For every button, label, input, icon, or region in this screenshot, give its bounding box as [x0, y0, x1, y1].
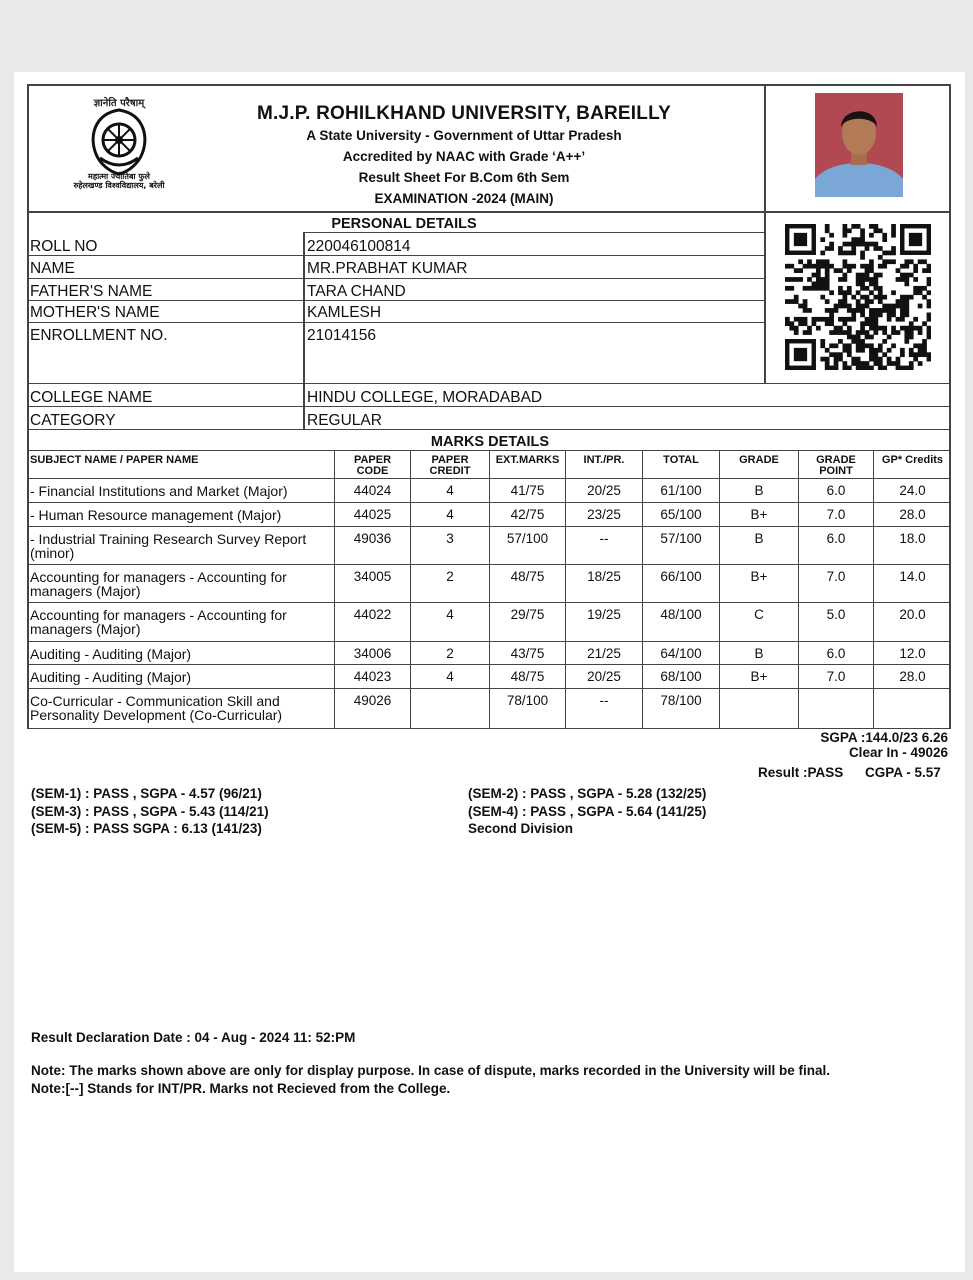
- marks-bottom-line: [27, 728, 951, 729]
- th-paper-credit-l2: CREDIT: [429, 465, 471, 477]
- cell-credit: 4: [446, 607, 454, 622]
- cell-gp: 7.0: [826, 507, 846, 522]
- row-divider: [27, 602, 951, 603]
- subject-line-1: Auditing - Auditing (Major): [30, 669, 192, 685]
- cell-ext: 43/75: [510, 646, 545, 661]
- th-grade-point-l2: POINT: [819, 465, 853, 477]
- th-grade: GRADE: [739, 454, 779, 466]
- examination-title: EXAMINATION -2024 (MAIN): [374, 191, 554, 206]
- subject-name: [30, 608, 330, 636]
- logo-caption: [54, 172, 184, 190]
- th-grade-point-l1: GRADE: [816, 454, 856, 466]
- division: Second Division: [468, 821, 574, 836]
- th-subject: SUBJECT NAME / PAPER NAME: [30, 454, 199, 466]
- cell-ext: 41/75: [510, 483, 545, 498]
- value-fathers-name: TARA CHAND: [307, 283, 406, 300]
- result-sheet-title: Result Sheet For B.Com 6th Sem: [358, 170, 570, 185]
- cell-gp: 7.0: [826, 569, 846, 584]
- th-paper-code-l2: CODE: [356, 465, 389, 477]
- row-line-5: [27, 383, 951, 384]
- cell-int: --: [599, 693, 609, 708]
- th-paper-credit-l1: PAPER: [431, 454, 469, 466]
- header-bottom-line: [27, 211, 951, 213]
- th-total: TOTAL: [663, 454, 699, 466]
- row-divider: [27, 688, 951, 689]
- university-name: M.J.P. ROHILKHAND UNIVERSITY, BAREILLY: [256, 103, 672, 124]
- subject-line-2: managers (Major): [30, 621, 141, 637]
- cell-gp: 5.0: [826, 607, 846, 622]
- cell-grade: C: [754, 607, 764, 622]
- cell-ext: 57/100: [506, 531, 549, 546]
- th-paper-code: [335, 455, 410, 477]
- cell-gpc: 14.0: [899, 569, 926, 584]
- row-line-4: [27, 322, 766, 323]
- cgpa: CGPA - 5.57: [865, 765, 941, 780]
- cell-grade: B+: [750, 569, 768, 584]
- th-int-pr: INT./PR.: [583, 454, 625, 466]
- row-divider: [27, 664, 951, 665]
- cell-total: 78/100: [660, 693, 702, 708]
- label-name: NAME: [30, 260, 75, 277]
- logo-caption-line2: रुहेलखण्ड विश्वविद्यालय, बरेली: [73, 181, 165, 190]
- subject-line-1: Co-Curricular - Communication Skill and: [30, 693, 280, 709]
- subject-line-1: Accounting for managers - Accounting for: [30, 569, 287, 585]
- marks-details-title: MARKS DETAILS: [430, 434, 550, 450]
- cell-gp: 6.0: [826, 483, 846, 498]
- label-fathers-name: FATHER'S NAME: [30, 283, 153, 300]
- cell-gp: 6.0: [826, 646, 846, 661]
- semester-summary-right: [468, 785, 706, 838]
- cell-int: 19/25: [587, 607, 621, 622]
- cell-ext: 29/75: [510, 607, 545, 622]
- cell-ext: 48/75: [510, 669, 545, 684]
- label-category: CATEGORY: [30, 412, 116, 429]
- student-photo: [815, 93, 903, 197]
- value-roll-no: 220046100814: [307, 238, 411, 255]
- row-divider: [27, 502, 951, 503]
- cell-code: 49026: [353, 693, 392, 708]
- th-ext-marks: EXT.MARKS: [495, 454, 560, 466]
- subject-name: [30, 647, 330, 661]
- subject-name: [30, 484, 330, 498]
- subject-line-2: managers (Major): [30, 583, 141, 599]
- th-paper-credit: [411, 455, 489, 477]
- cell-gp: 7.0: [826, 669, 846, 684]
- logo-caption-line1: महात्मा ज्योतिबा फुले: [88, 172, 150, 181]
- cell-grade: B+: [750, 669, 768, 684]
- cell-int: --: [599, 531, 609, 546]
- value-enrollment-no: 21014156: [307, 327, 376, 344]
- cell-total: 48/100: [660, 607, 702, 622]
- subject-line-1: - Financial Institutions and Market (Major): [30, 483, 288, 499]
- label-mothers-name: MOTHER'S NAME: [30, 304, 160, 321]
- sem4-result: (SEM-4) : PASS , SGPA - 5.64 (141/25): [468, 803, 707, 819]
- sem2-result: (SEM-2) : PASS , SGPA - 5.28 (132/25): [468, 786, 707, 801]
- cell-grade: B: [754, 646, 764, 661]
- university-subtitle: A State University - Government of Uttar Pradesh: [306, 128, 622, 143]
- cell-total: 68/100: [660, 669, 702, 684]
- subject-name: [30, 532, 330, 560]
- value-mothers-name: KAMLESH: [307, 304, 382, 321]
- cell-credit: 4: [446, 483, 454, 498]
- result-sheet: [14, 72, 965, 1272]
- label-college-name: COLLEGE NAME: [30, 389, 153, 406]
- cell-total: 64/100: [660, 646, 702, 661]
- cell-code: 34006: [353, 646, 392, 661]
- subject-line-1: Auditing - Auditing (Major): [30, 646, 192, 662]
- semester-summary-left: [31, 785, 269, 838]
- label-enrollment-no: ENROLLMENT NO.: [30, 327, 168, 344]
- cell-gpc: 20.0: [899, 607, 926, 622]
- cell-total: 57/100: [660, 531, 702, 546]
- th-gp-credits: GP* Credits: [881, 454, 944, 466]
- result-declaration-date: Result Declaration Date : 04 - Aug - 2024 11: 52:PM: [31, 1030, 356, 1045]
- value-college-name: HINDU COLLEGE, MORADABAD: [307, 389, 543, 406]
- cell-int: 23/25: [587, 507, 621, 522]
- cell-gpc: 18.0: [899, 531, 926, 546]
- row-divider: [27, 641, 951, 642]
- cell-grade: B+: [750, 507, 768, 522]
- cell-ext: 48/75: [510, 569, 545, 584]
- cell-grade: B: [754, 483, 764, 498]
- cell-gp: 6.0: [826, 531, 846, 546]
- note-display-purpose: Note: The marks shown above are only for display purpose. In case of dispute, marks recorded in the University will be final.: [31, 1063, 830, 1078]
- cell-int: 18/25: [587, 569, 621, 584]
- cell-grade: B: [754, 531, 764, 546]
- subject-name: [30, 670, 330, 684]
- cell-total: 66/100: [660, 569, 702, 584]
- subject-line-2: (minor): [30, 545, 75, 561]
- row-divider: [27, 526, 951, 527]
- value-category: REGULAR: [307, 412, 382, 429]
- personal-value-divider: [303, 232, 305, 429]
- personal-details-title: PERSONAL DETAILS: [331, 216, 477, 232]
- personal-header-line: [303, 232, 766, 233]
- sem3-result: (SEM-3) : PASS , SGPA - 5.43 (114/21): [31, 803, 269, 819]
- cell-credit: 4: [446, 507, 454, 522]
- label-roll-no: ROLL NO: [30, 238, 98, 255]
- qr-code: [785, 224, 931, 370]
- cell-ext: 78/100: [506, 693, 549, 708]
- note-int-pr: Note:[--] Stands for INT/PR. Marks not Recieved from the College.: [31, 1081, 451, 1096]
- cell-code: 44025: [353, 507, 392, 522]
- subject-line-1: Accounting for managers - Accounting for: [30, 607, 287, 623]
- cell-ext: 42/75: [510, 507, 545, 522]
- cell-total: 61/100: [660, 483, 702, 498]
- cell-credit: 3: [446, 531, 454, 546]
- clear-in: Clear In - 49026: [848, 745, 948, 760]
- logo-motto: ज्ञानेति परैषाम्: [93, 98, 145, 109]
- row-line-2: [27, 278, 766, 279]
- photo-divider: [764, 84, 766, 383]
- value-name: MR.PRABHAT KUMAR: [307, 260, 468, 277]
- cell-code: 49036: [353, 531, 392, 546]
- subject-name: [30, 508, 330, 522]
- cell-credit: 2: [446, 569, 454, 584]
- cell-code: 44023: [353, 669, 392, 684]
- border-top: [27, 84, 951, 86]
- accreditation: Accredited by NAAC with Grade ‘A++’: [342, 149, 586, 164]
- cell-int: 20/25: [587, 483, 621, 498]
- subject-line-1: - Human Resource management (Major): [30, 507, 282, 523]
- subject-line-2: Personality Development (Co-Curricular): [30, 707, 283, 723]
- cell-credit: 4: [446, 669, 454, 684]
- cell-total: 65/100: [660, 507, 702, 522]
- cell-gpc: 24.0: [899, 483, 926, 498]
- sgpa-summary: SGPA :144.0/23 6.26: [820, 730, 948, 745]
- sem1-result: (SEM-1) : PASS , SGPA - 4.57 (96/21): [31, 786, 262, 801]
- th-paper-code-l1: PAPER: [353, 454, 392, 466]
- cell-gpc: 28.0: [899, 507, 926, 522]
- subject-name: [30, 694, 330, 722]
- row-line-7: [27, 429, 951, 430]
- cell-code: 44024: [353, 483, 392, 498]
- sem5-result: (SEM-5) : PASS SGPA : 6.13 (141/23): [31, 821, 262, 836]
- cell-code: 34005: [353, 569, 392, 584]
- cell-int: 20/25: [587, 669, 621, 684]
- cell-gpc: 28.0: [899, 669, 926, 684]
- subject-name: [30, 570, 330, 598]
- cell-int: 21/25: [587, 646, 621, 661]
- cell-code: 44022: [353, 607, 392, 622]
- cell-gpc: 12.0: [899, 646, 926, 661]
- result-status: Result :PASS: [758, 765, 844, 780]
- cell-credit: 2: [446, 646, 454, 661]
- th-grade-point: [799, 455, 873, 477]
- subject-line-1: - Industrial Training Research Survey Report: [30, 531, 307, 547]
- row-divider: [27, 564, 951, 565]
